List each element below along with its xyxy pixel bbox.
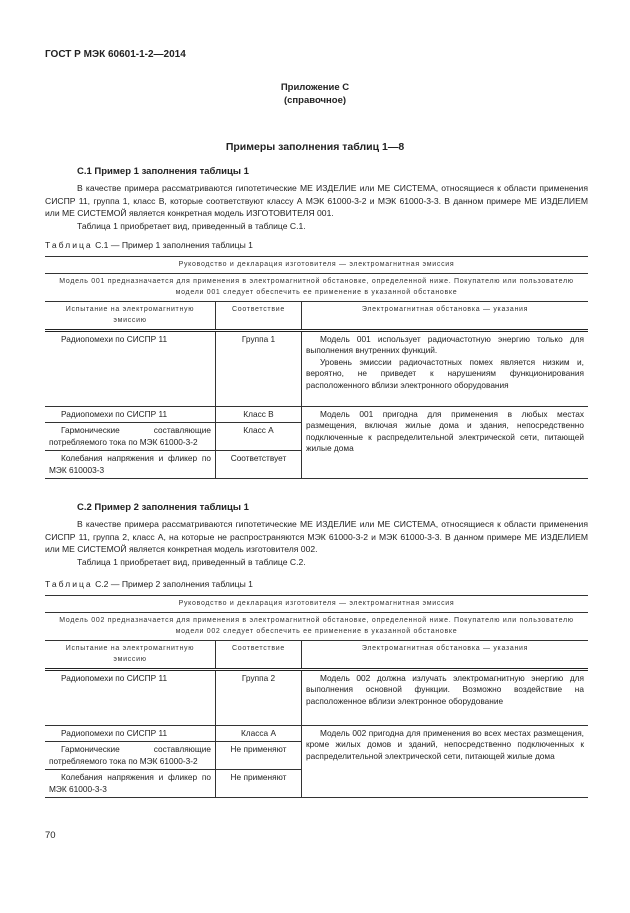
column-header: Электромагнитная обстановка — указания <box>302 640 589 669</box>
section-heading: С.2 Пример 2 заполнения таблицы 1 <box>77 502 249 513</box>
table-intro-row: Модель 001 предназначается для применения в электромагнитной обстановке, определенной ниже. Покупателю или пользователю модели 001 следует обеспечить ее применение в указанной обстановке <box>45 273 588 301</box>
table-row: Радиопомехи по СИСПР 11 Группа 1 Модель 001 использует радиочастотную энергию только для выполнения внутренних функций. Уровень эмиссии радиочастотных помех является низким и, вероятно, не приведет к нарушениям функционирования расположенного вблизи электронного оборудования <box>45 330 588 406</box>
table-c2 <box>45 595 588 798</box>
column-header: Электромагнитная обстановка — указания <box>302 301 589 330</box>
paragraph: Таблица 1 приобретает вид, приведенный в таблице С.1. <box>77 220 306 231</box>
section-text <box>45 518 588 568</box>
document-header: ГОСТ Р МЭК 60601-1-2—2014 <box>45 49 186 60</box>
table-c1 <box>45 256 588 479</box>
paragraph: В качестве примера рассматриваются гипотетические МЕ ИЗДЕЛИЕ или МЕ СИСТЕМА, относящиеся к области применения СИСПР 11, группа 1, класс B, которые соответствуют классу А МЭК 61000-3-2 и МЭК 61000-3-3. В данном примере МЕ ИЗДЕЛИЕМ или МЕ СИСТЕМОЙ является конкретная модель ИЗГОТОВИТЕЛЯ 001. <box>45 183 588 219</box>
paragraph: В качестве примера рассматриваются гипотетические МЕ ИЗДЕЛИЕ или МЕ СИСТЕМА, относящиеся к области применения СИСПР 11, группа 2, класс А, на которые не распространяются МЭК 61000-3-2 и МЭК 61000-3-3. В данном примере МЕ ИЗДЕЛИЕМ или МЕ СИСТЕМОЙ является конкретная модель изготовителя 002. <box>45 519 588 555</box>
table-caption: Таблица С.2 — Пример 2 заполнения таблицы 1 <box>45 579 253 589</box>
table-row: Колебания напряжения и фликер по МЭК 61000-3-3 Не применяют <box>45 770 588 798</box>
table-row: Радиопомехи по СИСПР 11 Группа 2 Модель 002 должна излучать электромагнитную энергию для выполнения основной функции. Возможно воздействие на расположенное вблизи электронное оборудование <box>45 669 588 725</box>
annex-subtitle: (справочное) <box>283 95 347 106</box>
table-row: Колебания напряжения и фликер по МЭК 610003-3 Соответствует <box>45 451 588 479</box>
column-header: Соответствие <box>216 301 302 330</box>
table-intro-row: Модель 002 предназначается для применения в электромагнитной обстановке, определенной ниже. Покупателю или пользователю модели 002 следует обеспечить ее применение в указанной обстановке <box>45 612 588 640</box>
page-number: 70 <box>45 830 56 841</box>
paragraph: Таблица 1 приобретает вид, приведенный в таблице С.2. <box>77 556 306 567</box>
table-row: Гармонические составляющие потребляемого тока по МЭК 61000-3-2 Не применяют <box>45 742 588 770</box>
table-title-row: Руководство и декларация изготовителя — электромагнитная эмиссия <box>45 596 588 613</box>
section-text <box>45 182 588 232</box>
annex-title: Приложение С <box>280 82 350 93</box>
table-row: Радиопомехи по СИСПР 11 Класс B Модель 001 пригодна для применения в любых местах размещения, включая жилые дома и здания, непосредственно подключенные к распределительной электрической сети, питающей жилые дома <box>45 406 588 423</box>
column-header: Испытание на электромагнитную эмиссию <box>45 301 216 330</box>
column-header: Соответствие <box>216 640 302 669</box>
page-title: Примеры заполнения таблиц 1—8 <box>225 141 405 153</box>
table-caption: Таблица С.1 — Пример 1 заполнения таблицы 1 <box>45 240 253 250</box>
table-row: Гармонические составляющие потребляемого тока по МЭК 61000-3-2 Класс А <box>45 423 588 451</box>
table-title-row: Руководство и декларация изготовителя — электромагнитная эмиссия <box>45 257 588 274</box>
section-heading: С.1 Пример 1 заполнения таблицы 1 <box>77 166 249 177</box>
column-header: Испытание на электромагнитную эмиссию <box>45 640 216 669</box>
table-row: Радиопомехи по СИСПР 11 Класса А Модель 002 пригодна для применения во всех местах размещения, кроме жилых домов и зданий, непосредственно подключенных к распределительной электрической сети, питающей жилые дома <box>45 725 588 742</box>
